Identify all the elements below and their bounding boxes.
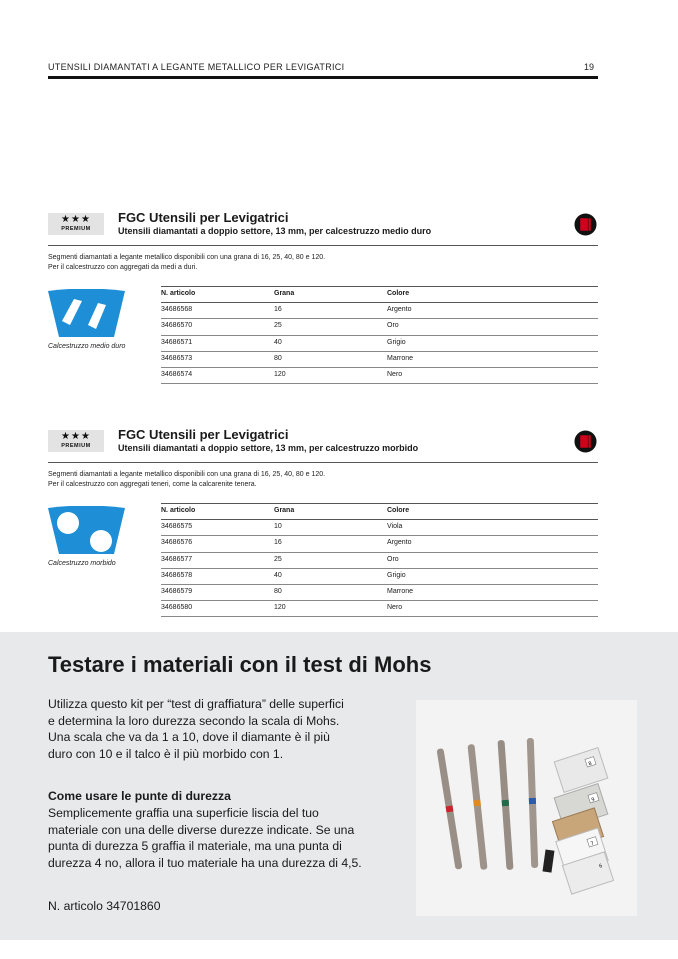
- product-description: [48, 470, 325, 490]
- product-section-1: [48, 210, 598, 383]
- premium-badge: [48, 430, 104, 452]
- sample-tag: 9: [590, 796, 596, 804]
- description-line: Per il calcestruzzo con aggregati da medi a duri.: [48, 264, 198, 271]
- article-number: 34686574: [161, 370, 193, 378]
- color-value: Nero: [387, 604, 403, 612]
- article-table: [161, 503, 598, 617]
- color-value: Argento: [387, 539, 412, 547]
- paragraph-line: punta di durezza 5 graffia il materiale, ma una punta di: [48, 839, 342, 853]
- subheading: Come usare le punte di durezza: [48, 789, 231, 803]
- hardness-pens-photo: [416, 700, 637, 916]
- color-value: Argento: [387, 306, 412, 314]
- tool-image-round-segments: [48, 506, 125, 554]
- article-number: N. articolo 34701860: [48, 899, 161, 913]
- product-description: [48, 253, 325, 273]
- product-subtitle: Utensili diamantati a doppio settore, 13 mm, per calcestruzzo morbido: [118, 443, 419, 453]
- mohs-test-panel: [0, 632, 678, 940]
- rating-stars-icon: ★★★: [61, 431, 91, 442]
- sample-tag: 6: [598, 863, 604, 870]
- color-value: Nero: [387, 370, 403, 378]
- paragraph-line: e determina la loro durezza secondo la scala di Mohs.: [48, 713, 340, 728]
- column-header: Colore: [387, 290, 410, 297]
- article-number: 34686579: [161, 587, 193, 595]
- color-value: Oro: [387, 322, 399, 330]
- table-row: [161, 336, 598, 352]
- table-row: [161, 352, 598, 368]
- table-row: [161, 569, 598, 585]
- table-row: [161, 601, 598, 617]
- table-row: [161, 368, 598, 384]
- color-value: Viola: [387, 523, 403, 531]
- table-header-row: [161, 504, 598, 520]
- tool-image-diamond-segments: [48, 289, 125, 337]
- color-value: Marrone: [387, 354, 414, 362]
- article-number: 34686570: [161, 322, 193, 330]
- table-row: [161, 553, 598, 569]
- table-row: [161, 303, 598, 319]
- paragraph-line: Semplicemente graffia una superficie liscia del tuo: [48, 806, 319, 820]
- column-header: Colore: [387, 507, 410, 514]
- page-number: 19: [584, 62, 595, 72]
- description-line: Segmenti diamantati a legante metallico disponibili con una grana di 16, 25, 40, 80 e 120.: [48, 254, 326, 261]
- table-row: [161, 536, 598, 552]
- article-number: 34686578: [161, 571, 193, 579]
- premium-label: PREMIUM: [61, 226, 91, 232]
- description-line: Per il calcestruzzo con aggregati teneri, come la calcarenite tenera.: [48, 481, 257, 488]
- grit-value: 40: [274, 338, 282, 346]
- grit-value: 16: [274, 306, 282, 314]
- table-row: [161, 319, 598, 335]
- header-rule: [48, 76, 598, 79]
- premium-badge: [48, 213, 104, 235]
- paragraph-line: Una scala che va da 1 a 10, dove il diamante è il più: [48, 730, 330, 744]
- grit-value: 16: [274, 539, 282, 547]
- grit-value: 80: [274, 587, 282, 595]
- column-header: Grana: [274, 507, 295, 514]
- table-row: [161, 585, 598, 601]
- sample-tag: 7: [589, 840, 595, 848]
- intro-paragraph: [48, 696, 393, 762]
- usage-paragraph: [48, 805, 398, 871]
- article-number: 34686576: [161, 539, 193, 547]
- grit-value: 120: [274, 604, 286, 612]
- paragraph-line: Utilizza questo kit per “test di graffiatura” delle superfici: [48, 697, 344, 711]
- column-header: N. articolo: [161, 507, 196, 514]
- sample-tag: 8: [587, 760, 593, 768]
- column-header: Grana: [274, 290, 295, 297]
- grit-value: 25: [274, 555, 282, 563]
- color-value: Grigio: [387, 338, 406, 346]
- table-header-row: [161, 287, 598, 303]
- article-number: 34686577: [161, 555, 193, 563]
- grit-value: 10: [274, 523, 282, 531]
- paragraph-line: durezza 4 no, allora il tuo materiale ha una durezza di 4,5.: [48, 855, 362, 870]
- product-subtitle: Utensili diamantati a doppio settore, 13 mm, per calcestruzzo medio duro: [118, 226, 432, 236]
- grit-value: 25: [274, 322, 282, 330]
- image-caption: Calcestruzzo medio duro: [48, 343, 126, 350]
- color-value: Grigio: [387, 571, 406, 579]
- section-title: Testare i materiali con il test di Mohs: [48, 652, 432, 677]
- article-number: 34686580: [161, 604, 193, 612]
- table-row: [161, 520, 598, 536]
- color-value: Marrone: [387, 587, 414, 595]
- grit-value: 40: [274, 571, 282, 579]
- article-number: 34686575: [161, 523, 193, 531]
- article-number: 34686568: [161, 306, 193, 314]
- running-header: UTENSILI DIAMANTATI A LEGANTE METALLICO PER LEVIGATRICI: [48, 62, 345, 72]
- premium-label: PREMIUM: [61, 443, 91, 449]
- brand-logo-icon: [574, 213, 597, 236]
- product-rule: [48, 462, 598, 463]
- article-number: 34686573: [161, 354, 193, 362]
- rating-stars-icon: ★★★: [61, 214, 91, 225]
- grit-value: 80: [274, 354, 282, 362]
- product-title: FGC Utensili per Levigatrici: [118, 427, 289, 442]
- product-title: FGC Utensili per Levigatrici: [118, 210, 289, 225]
- article-table: [161, 286, 598, 384]
- grit-value: 120: [274, 370, 286, 378]
- color-value: Oro: [387, 555, 399, 563]
- brand-logo-icon: [574, 430, 597, 453]
- product-section-2: [48, 427, 598, 615]
- column-header: N. articolo: [161, 290, 196, 297]
- paragraph-line: materiale con una delle diverse durezze indicate. Se una: [48, 822, 355, 837]
- description-line: Segmenti diamantati a legante metallico disponibili con una grana di 16, 25, 40, 80 e 120.: [48, 471, 326, 478]
- image-caption: Calcestruzzo morbido: [48, 560, 116, 567]
- product-rule: [48, 245, 598, 246]
- paragraph-line: duro con 10 e il talco è il più morbido con 1.: [48, 746, 284, 761]
- article-number: 34686571: [161, 338, 193, 346]
